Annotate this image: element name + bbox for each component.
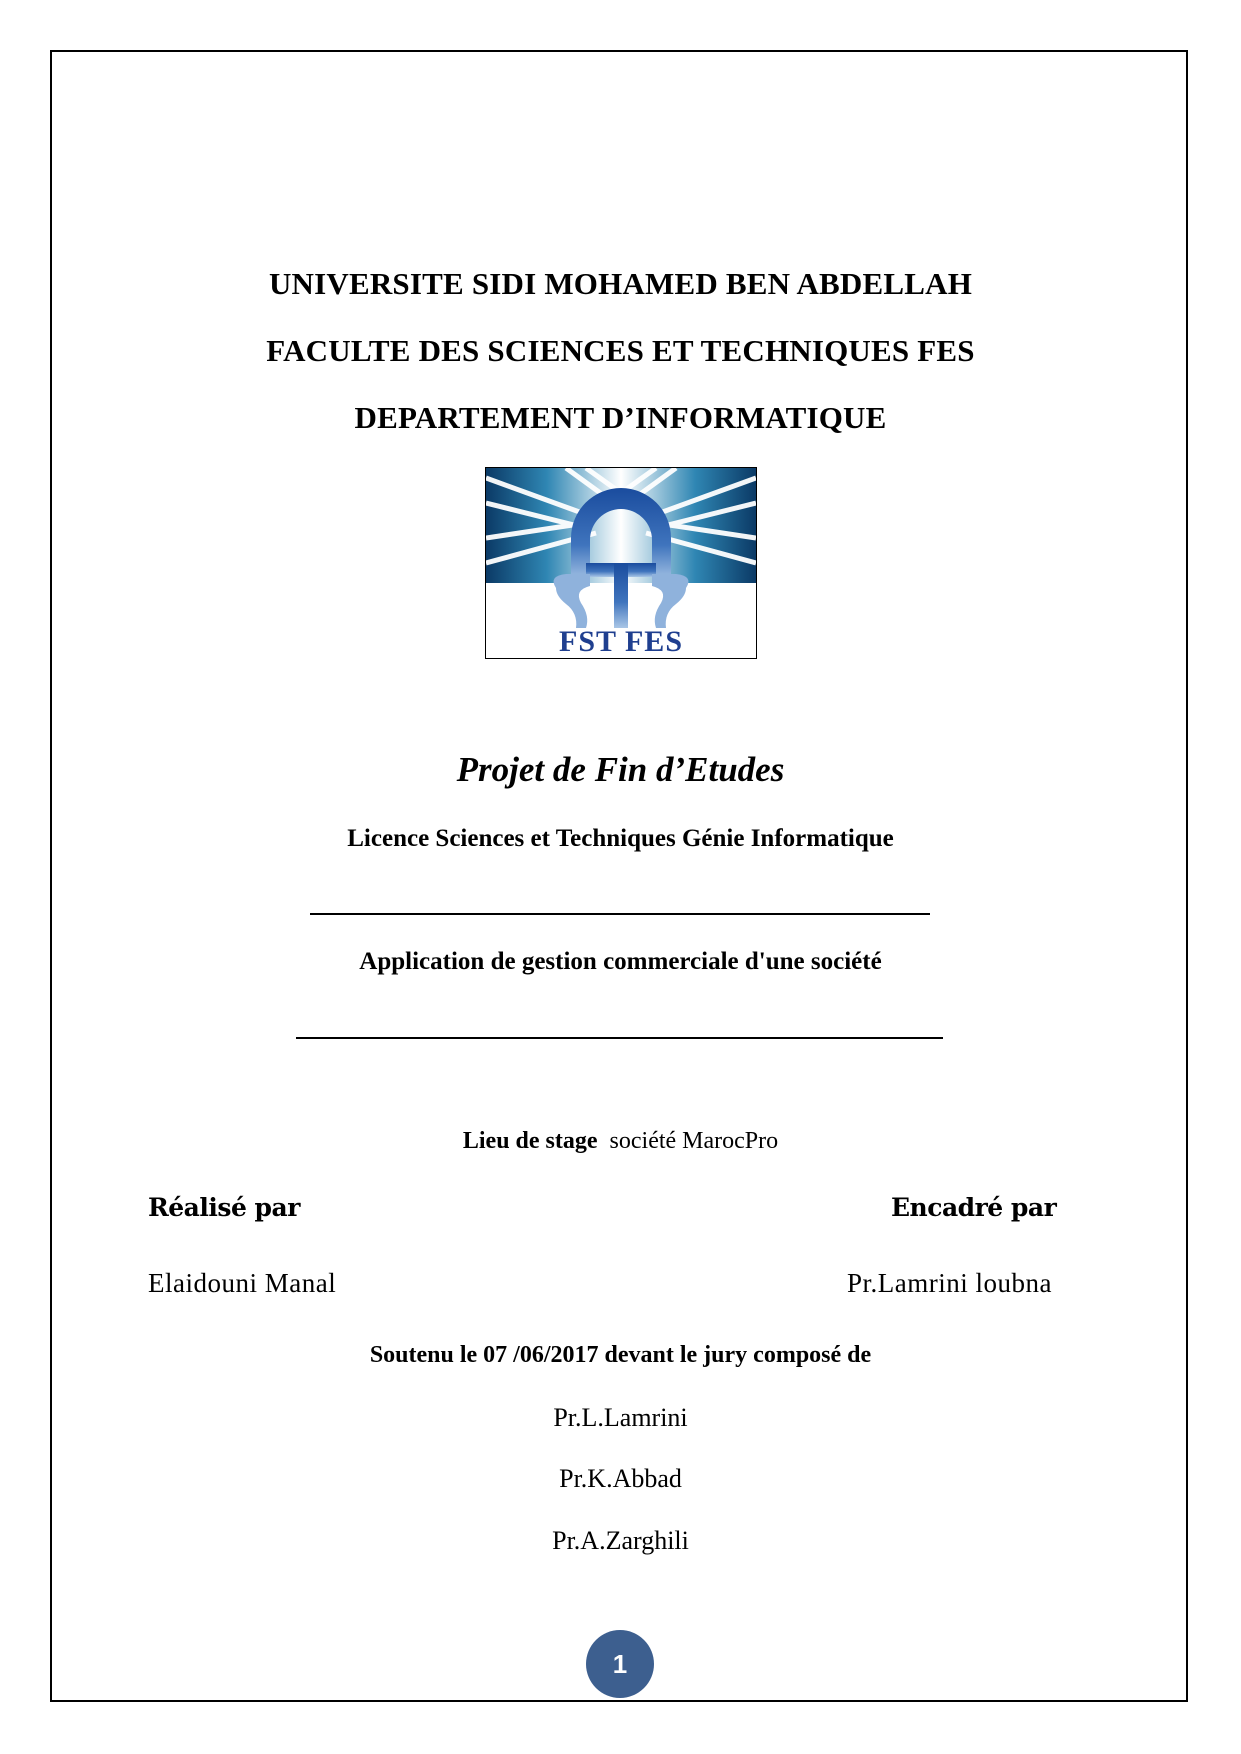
author-name: Elaidouni Manal (148, 1268, 337, 1298)
jury-member: Pr.L.Lamrini (553, 1403, 688, 1432)
jury-member: Pr.K.Abbad (559, 1464, 682, 1493)
project-subject: Application de gestion commerciale d'une société (359, 948, 882, 975)
internship-value: société MarocPro (609, 1128, 779, 1154)
project-type: Projet de Fin d’Etudes (456, 750, 785, 789)
faculty-name: FACULTE DES SCIENCES ET TECHNIQUES FES (266, 333, 975, 368)
internship-location (0, 1128, 1241, 1155)
supervisor-name: Pr.Lamrini loubna (847, 1268, 1052, 1298)
jury-member: Pr.A.Zarghili (552, 1526, 689, 1555)
separator-bottom (296, 1037, 943, 1039)
separator-top (310, 913, 930, 915)
svg-text:FST FES: FST FES (559, 625, 683, 658)
university-name: UNIVERSITE SIDI MOHAMED BEN ABDELLAH (268, 266, 973, 301)
defense-statement: Soutenu le 07 /06/2017 devant le jury composé de (369, 1342, 872, 1368)
author-label: Réalisé par (148, 1193, 300, 1222)
department-name: DEPARTEMENT D’INFORMATIQUE (354, 400, 887, 435)
page-number-badge: 1 (586, 1630, 654, 1698)
degree-program: Licence Sciences et Techniques Génie Informatique (347, 825, 894, 852)
fst-fes-logo (485, 467, 757, 659)
supervisor-label: Encadré par (891, 1193, 1057, 1222)
internship-label: Lieu de stage (462, 1128, 598, 1154)
